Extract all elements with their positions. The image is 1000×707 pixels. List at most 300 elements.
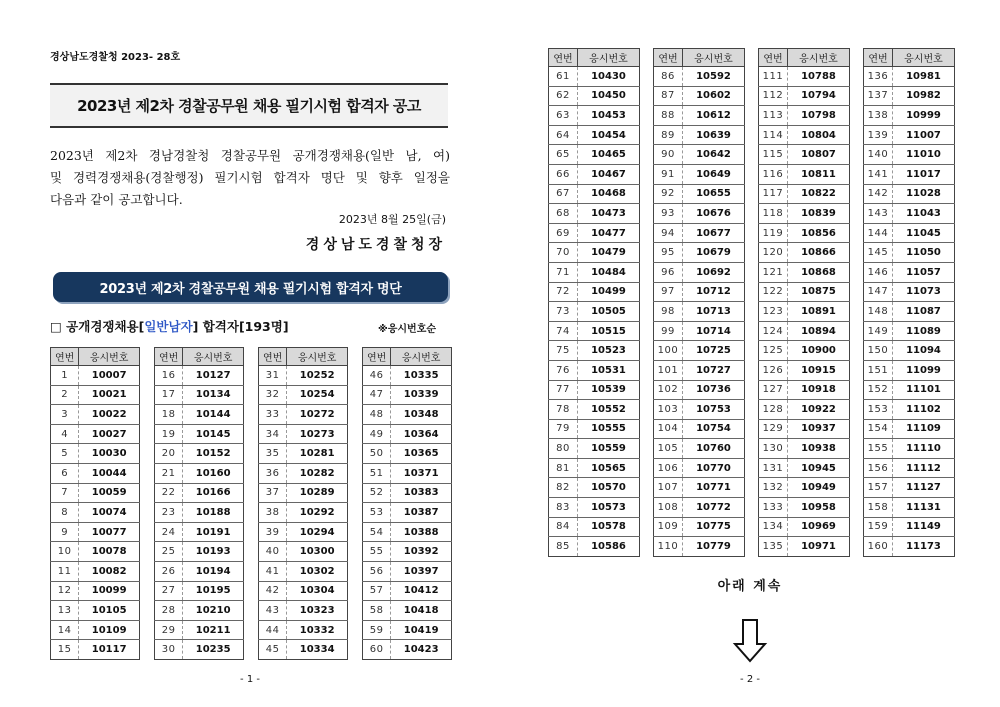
- exam-number: 10555: [577, 419, 639, 439]
- row-index: 108: [654, 498, 683, 518]
- row-index: 59: [363, 620, 391, 640]
- table-row: [759, 67, 850, 87]
- exam-number: 10074: [79, 503, 140, 523]
- column-header-index: 연번: [259, 348, 287, 366]
- row-index: 81: [549, 458, 578, 478]
- checkbox-square-icon: □: [50, 319, 62, 334]
- table-row: [155, 424, 244, 444]
- row-index: 93: [654, 204, 683, 224]
- exam-number: 10712: [682, 282, 744, 302]
- exam-number: 10573: [577, 498, 639, 518]
- table-row: [363, 483, 452, 503]
- section-prefix: 공개경쟁채용[: [66, 319, 145, 334]
- table-header-row: [51, 348, 140, 366]
- exam-number: 11057: [892, 262, 954, 282]
- table-row: [155, 463, 244, 483]
- row-index: 130: [759, 439, 788, 459]
- exam-number: 11043: [892, 204, 954, 224]
- exam-number: 10383: [391, 483, 452, 503]
- table-row: [363, 463, 452, 483]
- table-header-row: [155, 348, 244, 366]
- column-header-number: 응시번호: [787, 49, 849, 67]
- table-row: [155, 385, 244, 405]
- row-index: 48: [363, 405, 391, 425]
- table-row: [654, 360, 745, 380]
- exam-number: 10692: [682, 262, 744, 282]
- table-row: [864, 262, 955, 282]
- table-row: [654, 86, 745, 106]
- row-index: 70: [549, 243, 578, 263]
- exam-number: 10772: [682, 498, 744, 518]
- row-index: 159: [864, 517, 893, 537]
- row-index: 82: [549, 478, 578, 498]
- exam-number: 10477: [577, 223, 639, 243]
- table-row: [864, 380, 955, 400]
- exam-number: 10077: [79, 522, 140, 542]
- roster-table-2: [154, 347, 244, 660]
- table-row: [864, 184, 955, 204]
- row-index: 123: [759, 302, 788, 322]
- row-index: 105: [654, 439, 683, 459]
- column-header-number: 응시번호: [183, 348, 244, 366]
- table-row: [864, 106, 955, 126]
- exam-number: 10272: [287, 405, 348, 425]
- row-index: 100: [654, 341, 683, 361]
- notice-title-box: [50, 83, 448, 128]
- exam-number: 10753: [682, 400, 744, 420]
- table-row: [759, 106, 850, 126]
- row-index: 44: [259, 620, 287, 640]
- row-index: 128: [759, 400, 788, 420]
- table-row: [155, 542, 244, 562]
- exam-number: 10418: [391, 601, 452, 621]
- row-index: 71: [549, 262, 578, 282]
- exam-number: 11131: [892, 498, 954, 518]
- row-index: 137: [864, 86, 893, 106]
- table-row: [864, 341, 955, 361]
- exam-number: 10412: [391, 581, 452, 601]
- exam-number: 10505: [577, 302, 639, 322]
- column-header-index: 연번: [51, 348, 79, 366]
- row-index: 107: [654, 478, 683, 498]
- row-index: 62: [549, 86, 578, 106]
- row-index: 27: [155, 581, 183, 601]
- table-row: [654, 184, 745, 204]
- row-index: 117: [759, 184, 788, 204]
- exam-number: 10195: [183, 581, 244, 601]
- row-index: 35: [259, 444, 287, 464]
- row-index: 52: [363, 483, 391, 503]
- column-header-index: 연번: [864, 49, 893, 67]
- row-index: 95: [654, 243, 683, 263]
- exam-number: 10007: [79, 366, 140, 386]
- table-row: [51, 620, 140, 640]
- exam-number: 10922: [787, 400, 849, 420]
- row-index: 145: [864, 243, 893, 263]
- table-row: [363, 620, 452, 640]
- row-index: 157: [864, 478, 893, 498]
- row-index: 113: [759, 106, 788, 126]
- row-index: 114: [759, 125, 788, 145]
- row-index: 109: [654, 517, 683, 537]
- row-index: 21: [155, 463, 183, 483]
- exam-number: 10969: [787, 517, 849, 537]
- exam-number: 11110: [892, 439, 954, 459]
- exam-number: 10779: [682, 537, 744, 557]
- table-row: [864, 282, 955, 302]
- table-row: [864, 321, 955, 341]
- row-index: 136: [864, 67, 893, 87]
- table-row: [549, 537, 640, 557]
- column-header-index: 연번: [363, 348, 391, 366]
- row-index: 118: [759, 204, 788, 224]
- table-row: [549, 86, 640, 106]
- row-index: 147: [864, 282, 893, 302]
- row-index: 88: [654, 106, 683, 126]
- exam-number: 10804: [787, 125, 849, 145]
- row-index: 152: [864, 380, 893, 400]
- exam-number: 10117: [79, 640, 140, 660]
- row-index: 102: [654, 380, 683, 400]
- table-row: [759, 302, 850, 322]
- exam-number: 10281: [287, 444, 348, 464]
- column-header-number: 응시번호: [287, 348, 348, 366]
- row-index: 41: [259, 561, 287, 581]
- exam-number: 10565: [577, 458, 639, 478]
- table-row: [155, 503, 244, 523]
- exam-number: 10082: [79, 561, 140, 581]
- table-row: [51, 444, 140, 464]
- section-suffix: ] 합격자[193명]: [192, 319, 289, 334]
- exam-number: 11112: [892, 458, 954, 478]
- row-index: 75: [549, 341, 578, 361]
- table-row: [549, 419, 640, 439]
- exam-number: 11087: [892, 302, 954, 322]
- exam-number: 10771: [682, 478, 744, 498]
- table-row: [363, 542, 452, 562]
- table-row: [363, 581, 452, 601]
- exam-number: 10302: [287, 561, 348, 581]
- row-index: 57: [363, 581, 391, 601]
- table-row: [654, 262, 745, 282]
- table-row: [259, 522, 348, 542]
- exam-number: 10531: [577, 360, 639, 380]
- roster-table-7: [758, 48, 850, 557]
- exam-number: 11127: [892, 478, 954, 498]
- row-index: 131: [759, 458, 788, 478]
- exam-number: 10334: [287, 640, 348, 660]
- exam-number: 10210: [183, 601, 244, 621]
- table-row: [654, 145, 745, 165]
- row-index: 86: [654, 67, 683, 87]
- table-row: [549, 184, 640, 204]
- table-row: [654, 400, 745, 420]
- table-row: [549, 243, 640, 263]
- exam-number: 10335: [391, 366, 452, 386]
- column-header-index: 연번: [549, 49, 578, 67]
- row-index: 142: [864, 184, 893, 204]
- row-index: 18: [155, 405, 183, 425]
- row-index: 53: [363, 503, 391, 523]
- table-row: [759, 243, 850, 263]
- table-row: [155, 522, 244, 542]
- exam-number: 11099: [892, 360, 954, 380]
- exam-number: 10044: [79, 463, 140, 483]
- exam-number: 10612: [682, 106, 744, 126]
- exam-number: 10981: [892, 67, 954, 87]
- exam-number: 10211: [183, 620, 244, 640]
- table-row: [864, 517, 955, 537]
- exam-number: 10875: [787, 282, 849, 302]
- table-row: [759, 517, 850, 537]
- row-index: 80: [549, 439, 578, 459]
- table-row: [759, 439, 850, 459]
- table-header-row: [259, 348, 348, 366]
- exam-number: 10152: [183, 444, 244, 464]
- row-index: 85: [549, 537, 578, 557]
- exam-number: 10725: [682, 341, 744, 361]
- exam-number: 10294: [287, 522, 348, 542]
- notice-date: 2023년 8월 25일(금): [338, 213, 446, 226]
- row-index: 9: [51, 522, 79, 542]
- column-header-number: 응시번호: [391, 348, 452, 366]
- exam-number: 10365: [391, 444, 452, 464]
- table-row: [363, 366, 452, 386]
- exam-number: 10760: [682, 439, 744, 459]
- table-row: [759, 164, 850, 184]
- table-row: [864, 478, 955, 498]
- exam-number: 10022: [79, 405, 140, 425]
- exam-number: 10144: [183, 405, 244, 425]
- exam-number: 10578: [577, 517, 639, 537]
- section-heading: [50, 317, 289, 335]
- intro-paragraph: [50, 145, 450, 211]
- exam-number: 10999: [892, 106, 954, 126]
- table-row: [759, 380, 850, 400]
- row-index: 20: [155, 444, 183, 464]
- column-header-number: 응시번호: [892, 49, 954, 67]
- row-index: 14: [51, 620, 79, 640]
- table-row: [259, 483, 348, 503]
- table-header-row: [864, 49, 955, 67]
- table-row: [864, 145, 955, 165]
- table-row: [155, 483, 244, 503]
- exam-number: 11045: [892, 223, 954, 243]
- exam-number: 10134: [183, 385, 244, 405]
- table-row: [759, 86, 850, 106]
- row-index: 39: [259, 522, 287, 542]
- table-row: [864, 458, 955, 478]
- exam-number: 10254: [287, 385, 348, 405]
- column-header-index: 연번: [654, 49, 683, 67]
- table-row: [759, 184, 850, 204]
- column-header-index: 연번: [759, 49, 788, 67]
- row-index: 34: [259, 424, 287, 444]
- results-banner: 2023년 제2차 경찰공무원 채용 필기시험 합격자 명단: [53, 272, 448, 302]
- column-header-number: 응시번호: [682, 49, 744, 67]
- table-header-row: [654, 49, 745, 67]
- row-index: 25: [155, 542, 183, 562]
- table-row: [51, 640, 140, 660]
- table-row: [654, 341, 745, 361]
- table-row: [759, 204, 850, 224]
- row-index: 143: [864, 204, 893, 224]
- exam-number: 10419: [391, 620, 452, 640]
- row-index: 23: [155, 503, 183, 523]
- table-row: [155, 405, 244, 425]
- exam-number: 10949: [787, 478, 849, 498]
- table-row: [259, 444, 348, 464]
- exam-number: 10839: [787, 204, 849, 224]
- row-index: 97: [654, 282, 683, 302]
- table-row: [549, 164, 640, 184]
- exam-number: 10450: [577, 86, 639, 106]
- table-row: [51, 424, 140, 444]
- exam-number: 11028: [892, 184, 954, 204]
- row-index: 6: [51, 463, 79, 483]
- table-row: [51, 522, 140, 542]
- exam-number: 10191: [183, 522, 244, 542]
- roster-table-5: [548, 48, 640, 557]
- table-row: [259, 366, 348, 386]
- row-index: 67: [549, 184, 578, 204]
- row-index: 151: [864, 360, 893, 380]
- table-row: [51, 601, 140, 621]
- section-highlight: 일반남자: [144, 319, 193, 334]
- exam-number: 10642: [682, 145, 744, 165]
- row-index: 77: [549, 380, 578, 400]
- table-row: [155, 601, 244, 621]
- exam-number: 10770: [682, 458, 744, 478]
- table-row: [363, 522, 452, 542]
- table-row: [155, 366, 244, 386]
- exam-number: 10397: [391, 561, 452, 581]
- table-row: [549, 400, 640, 420]
- exam-number: 10915: [787, 360, 849, 380]
- table-row: [259, 581, 348, 601]
- table-row: [259, 601, 348, 621]
- exam-number: 10655: [682, 184, 744, 204]
- exam-number: 10586: [577, 537, 639, 557]
- table-row: [864, 86, 955, 106]
- table-row: [51, 542, 140, 562]
- exam-number: 10027: [79, 424, 140, 444]
- exam-number: 11102: [892, 400, 954, 420]
- table-row: [51, 463, 140, 483]
- row-index: 58: [363, 601, 391, 621]
- intro-line-2: 및 경력경쟁채용(경찰행정) 필기시험 합격자 명단 및 향후 일정을: [50, 170, 450, 185]
- table-row: [549, 125, 640, 145]
- row-index: 3: [51, 405, 79, 425]
- exam-number: 10273: [287, 424, 348, 444]
- table-row: [654, 458, 745, 478]
- row-index: 126: [759, 360, 788, 380]
- row-index: 119: [759, 223, 788, 243]
- row-index: 101: [654, 360, 683, 380]
- exam-number: 10523: [577, 341, 639, 361]
- exam-number: 10423: [391, 640, 452, 660]
- table-row: [363, 424, 452, 444]
- table-row: [864, 164, 955, 184]
- row-index: 124: [759, 321, 788, 341]
- table-row: [759, 223, 850, 243]
- row-index: 60: [363, 640, 391, 660]
- row-index: 91: [654, 164, 683, 184]
- exam-number: 10473: [577, 204, 639, 224]
- exam-number: 10894: [787, 321, 849, 341]
- table-row: [654, 302, 745, 322]
- table-header-row: [549, 49, 640, 67]
- row-index: 149: [864, 321, 893, 341]
- row-index: 19: [155, 424, 183, 444]
- exam-number: 11173: [892, 537, 954, 557]
- row-index: 51: [363, 463, 391, 483]
- row-index: 83: [549, 498, 578, 518]
- sort-note: ※응시번호순: [378, 324, 437, 335]
- exam-number: 10736: [682, 380, 744, 400]
- table-row: [654, 243, 745, 263]
- table-row: [549, 360, 640, 380]
- row-index: 30: [155, 640, 183, 660]
- exam-number: 10891: [787, 302, 849, 322]
- row-index: 76: [549, 360, 578, 380]
- row-index: 146: [864, 262, 893, 282]
- row-index: 49: [363, 424, 391, 444]
- exam-number: 10300: [287, 542, 348, 562]
- exam-number: 10570: [577, 478, 639, 498]
- table-row: [759, 419, 850, 439]
- row-index: 122: [759, 282, 788, 302]
- row-index: 139: [864, 125, 893, 145]
- exam-number: 10465: [577, 145, 639, 165]
- continue-text: 아래 계속: [717, 579, 783, 594]
- roster-table-1: [50, 347, 140, 660]
- table-row: [864, 204, 955, 224]
- exam-number: 10030: [79, 444, 140, 464]
- row-index: 121: [759, 262, 788, 282]
- row-index: 33: [259, 405, 287, 425]
- row-index: 104: [654, 419, 683, 439]
- table-row: [654, 537, 745, 557]
- table-row: [155, 640, 244, 660]
- table-row: [549, 106, 640, 126]
- exam-number: 10099: [79, 581, 140, 601]
- row-index: 28: [155, 601, 183, 621]
- row-index: 135: [759, 537, 788, 557]
- table-row: [549, 223, 640, 243]
- row-index: 42: [259, 581, 287, 601]
- row-index: 2: [51, 385, 79, 405]
- exam-number: 10602: [682, 86, 744, 106]
- table-row: [155, 581, 244, 601]
- table-row: [654, 67, 745, 87]
- table-row: [155, 444, 244, 464]
- row-index: 125: [759, 341, 788, 361]
- intro-line-3: 다음과 같이 공고합니다.: [50, 192, 183, 207]
- row-index: 22: [155, 483, 183, 503]
- exam-number: 11010: [892, 145, 954, 165]
- exam-number: 10145: [183, 424, 244, 444]
- exam-number: 10484: [577, 262, 639, 282]
- table-row: [759, 498, 850, 518]
- row-index: 10: [51, 542, 79, 562]
- exam-number: 10078: [79, 542, 140, 562]
- signer: 경상남도경찰청장: [305, 237, 446, 253]
- exam-number: 10160: [183, 463, 244, 483]
- exam-number: 10713: [682, 302, 744, 322]
- exam-number: 10592: [682, 67, 744, 87]
- row-index: 133: [759, 498, 788, 518]
